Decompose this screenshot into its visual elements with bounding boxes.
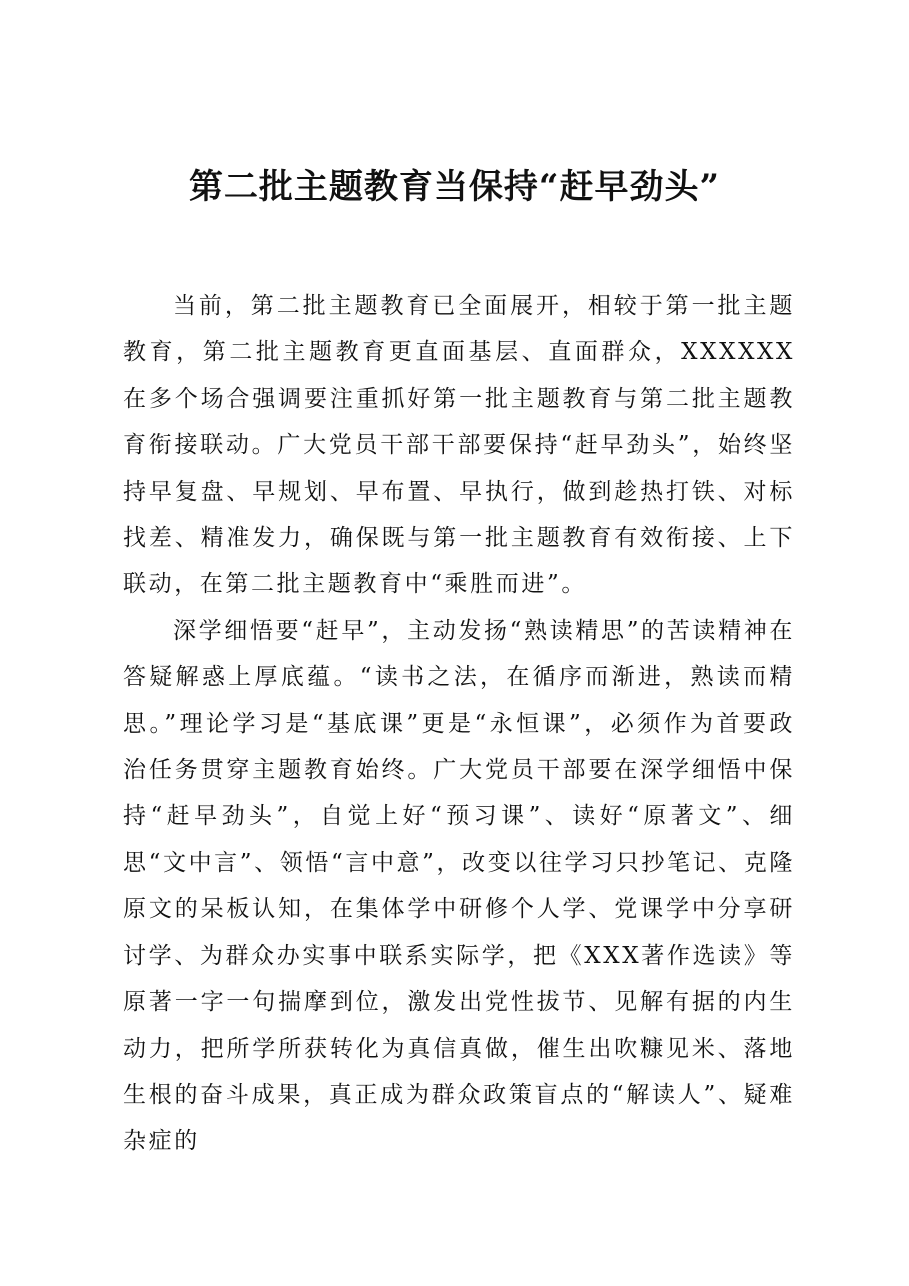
paragraph-2: 深学细悟要“赶早”，主动发扬“熟读精思”的苦读精神在答疑解惑上厚底蕴。“读书之法，在循序而渐进，熟读而精思。”理论学习是“基底课”更是“永恒课”，必须作为首要政治任务贯穿主题教育始终。广大党员干部要在深学细悟中保持“赶早劲头”，自觉上好“预习课”、读好“原著文”、细思“文中言”、领悟“言中意”，改变以往学习只抄笔记、克隆原文的呆板认知，在集体学中研修个人学、党课学中分享研讨学、为群众办实事中联系实际学，把《XXX著作选读》等原著一字一句揣摩到位，激发出党性拔节、见解有据的内生动力，把所学所获转化为真信真做，催生出吹糠见米、落地生根的奋斗成果，真正成为群众政策盲点的“解读人”、疑难杂症的	[123, 617, 795, 1155]
document-title: 第二批主题教育当保持“赶早劲头”	[188, 167, 721, 207]
paragraph-1: 当前，第二批主题教育已全面展开，相较于第一批主题教育，第二批主题教育更直面基层、直面群众，XXXXXX在多个场合强调要注重抓好第一批主题教育与第二批主题教育衔接联动。广大党员干部干部要保持“赶早劲头”，始终坚持早复盘、早规划、早布置、早执行，做到趁热打铁、对标找差、精准发力，确保既与第一批主题教育有效衔接、上下联动，在第二批主题教育中“乘胜而进”。	[123, 293, 795, 598]
document-body	[123, 283, 795, 1165]
